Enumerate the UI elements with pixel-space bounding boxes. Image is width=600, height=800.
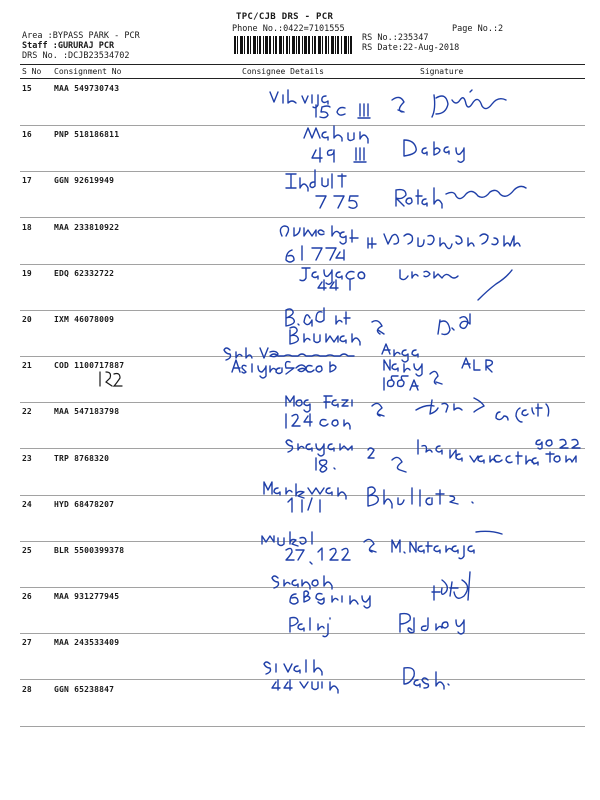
consignment-row (0, 638, 600, 688)
row-divider (20, 217, 585, 218)
row-divider (20, 402, 585, 403)
row-serial-number: 15 (22, 84, 32, 93)
row-consignment-number: COD 1100717887 (54, 361, 125, 370)
rs-date: RS Date:22-Aug-2018 (362, 43, 460, 53)
row-divider (20, 356, 585, 357)
consignment-row (0, 130, 600, 180)
row-divider (20, 541, 585, 542)
consignment-row (0, 407, 600, 457)
sheet-title: TPC/CJB DRS - PCR (236, 12, 334, 22)
row-divider (20, 587, 585, 588)
row-consignment-number: MAA 549730743 (54, 84, 120, 93)
row-consignment-number: MAA 243533409 (54, 638, 120, 647)
row-divider (20, 264, 585, 265)
row-serial-number: 19 (22, 269, 32, 278)
consignment-row (0, 500, 600, 550)
column-header-consignment: Consignment No (54, 67, 122, 76)
consignment-row (0, 84, 600, 134)
row-serial-number: 17 (22, 176, 32, 185)
row-serial-number: 21 (22, 361, 32, 370)
row-serial-number: 20 (22, 315, 32, 324)
row-serial-number: 28 (22, 685, 32, 694)
row-divider (20, 495, 585, 496)
row-consignment-number: GGN 65238847 (54, 685, 115, 694)
row-consignment-number: MAA 931277945 (54, 592, 120, 601)
consignment-row (0, 454, 600, 504)
row-consignment-number: TRP 8768320 (54, 454, 110, 463)
consignment-row (0, 223, 600, 273)
row-consignment-number: HYD 68478207 (54, 500, 115, 509)
barcode-image (234, 36, 352, 54)
row-divider (20, 679, 585, 680)
row-serial-number: 27 (22, 638, 32, 647)
row-serial-number: 16 (22, 130, 32, 139)
row-divider (20, 633, 585, 634)
column-header-sno: S No (22, 67, 42, 76)
header-rule-top (20, 64, 585, 65)
row-consignment-number: GGN 92619949 (54, 176, 115, 185)
consignment-row (0, 546, 600, 596)
row-consignment-number: EDQ 62332722 (54, 269, 115, 278)
column-header-consignee: Consignee Details (242, 67, 324, 76)
drs-number: DRS No. :DCJB23534702 (22, 51, 130, 61)
column-header-signature: Signature (420, 67, 464, 76)
consignment-row (0, 685, 600, 735)
row-divider (20, 448, 585, 449)
consignment-row (0, 269, 600, 319)
row-serial-number: 24 (22, 500, 32, 509)
row-divider (20, 125, 585, 126)
row-serial-number: 23 (22, 454, 32, 463)
consignment-row (0, 176, 600, 226)
row-serial-number: 26 (22, 592, 32, 601)
consignment-row (0, 315, 600, 365)
row-consignment-number: MAA 233810922 (54, 223, 120, 232)
row-consignment-number: PNP 518186811 (54, 130, 120, 139)
row-serial-number: 18 (22, 223, 32, 232)
phone-number: Phone No.:0422=7101555 (232, 24, 345, 34)
row-divider (20, 726, 585, 727)
row-serial-number: 25 (22, 546, 32, 555)
row-consignment-number: IXM 46078009 (54, 315, 115, 324)
row-consignment-number: BLR 5500399378 (54, 546, 125, 555)
row-divider (20, 310, 585, 311)
area-label: Area :BYPASS PARK - PCR (22, 31, 140, 41)
row-serial-number: 22 (22, 407, 32, 416)
row-divider (20, 171, 585, 172)
rs-number: RS No.:235347 (362, 33, 429, 43)
consignment-row (0, 592, 600, 642)
row-consignment-number: MAA 547183798 (54, 407, 120, 416)
staff-label: Staff :GURURAJ PCR (22, 41, 115, 51)
header-rule-bottom (20, 78, 585, 79)
consignment-row (0, 361, 600, 411)
page-number: Page No.:2 (452, 24, 504, 34)
